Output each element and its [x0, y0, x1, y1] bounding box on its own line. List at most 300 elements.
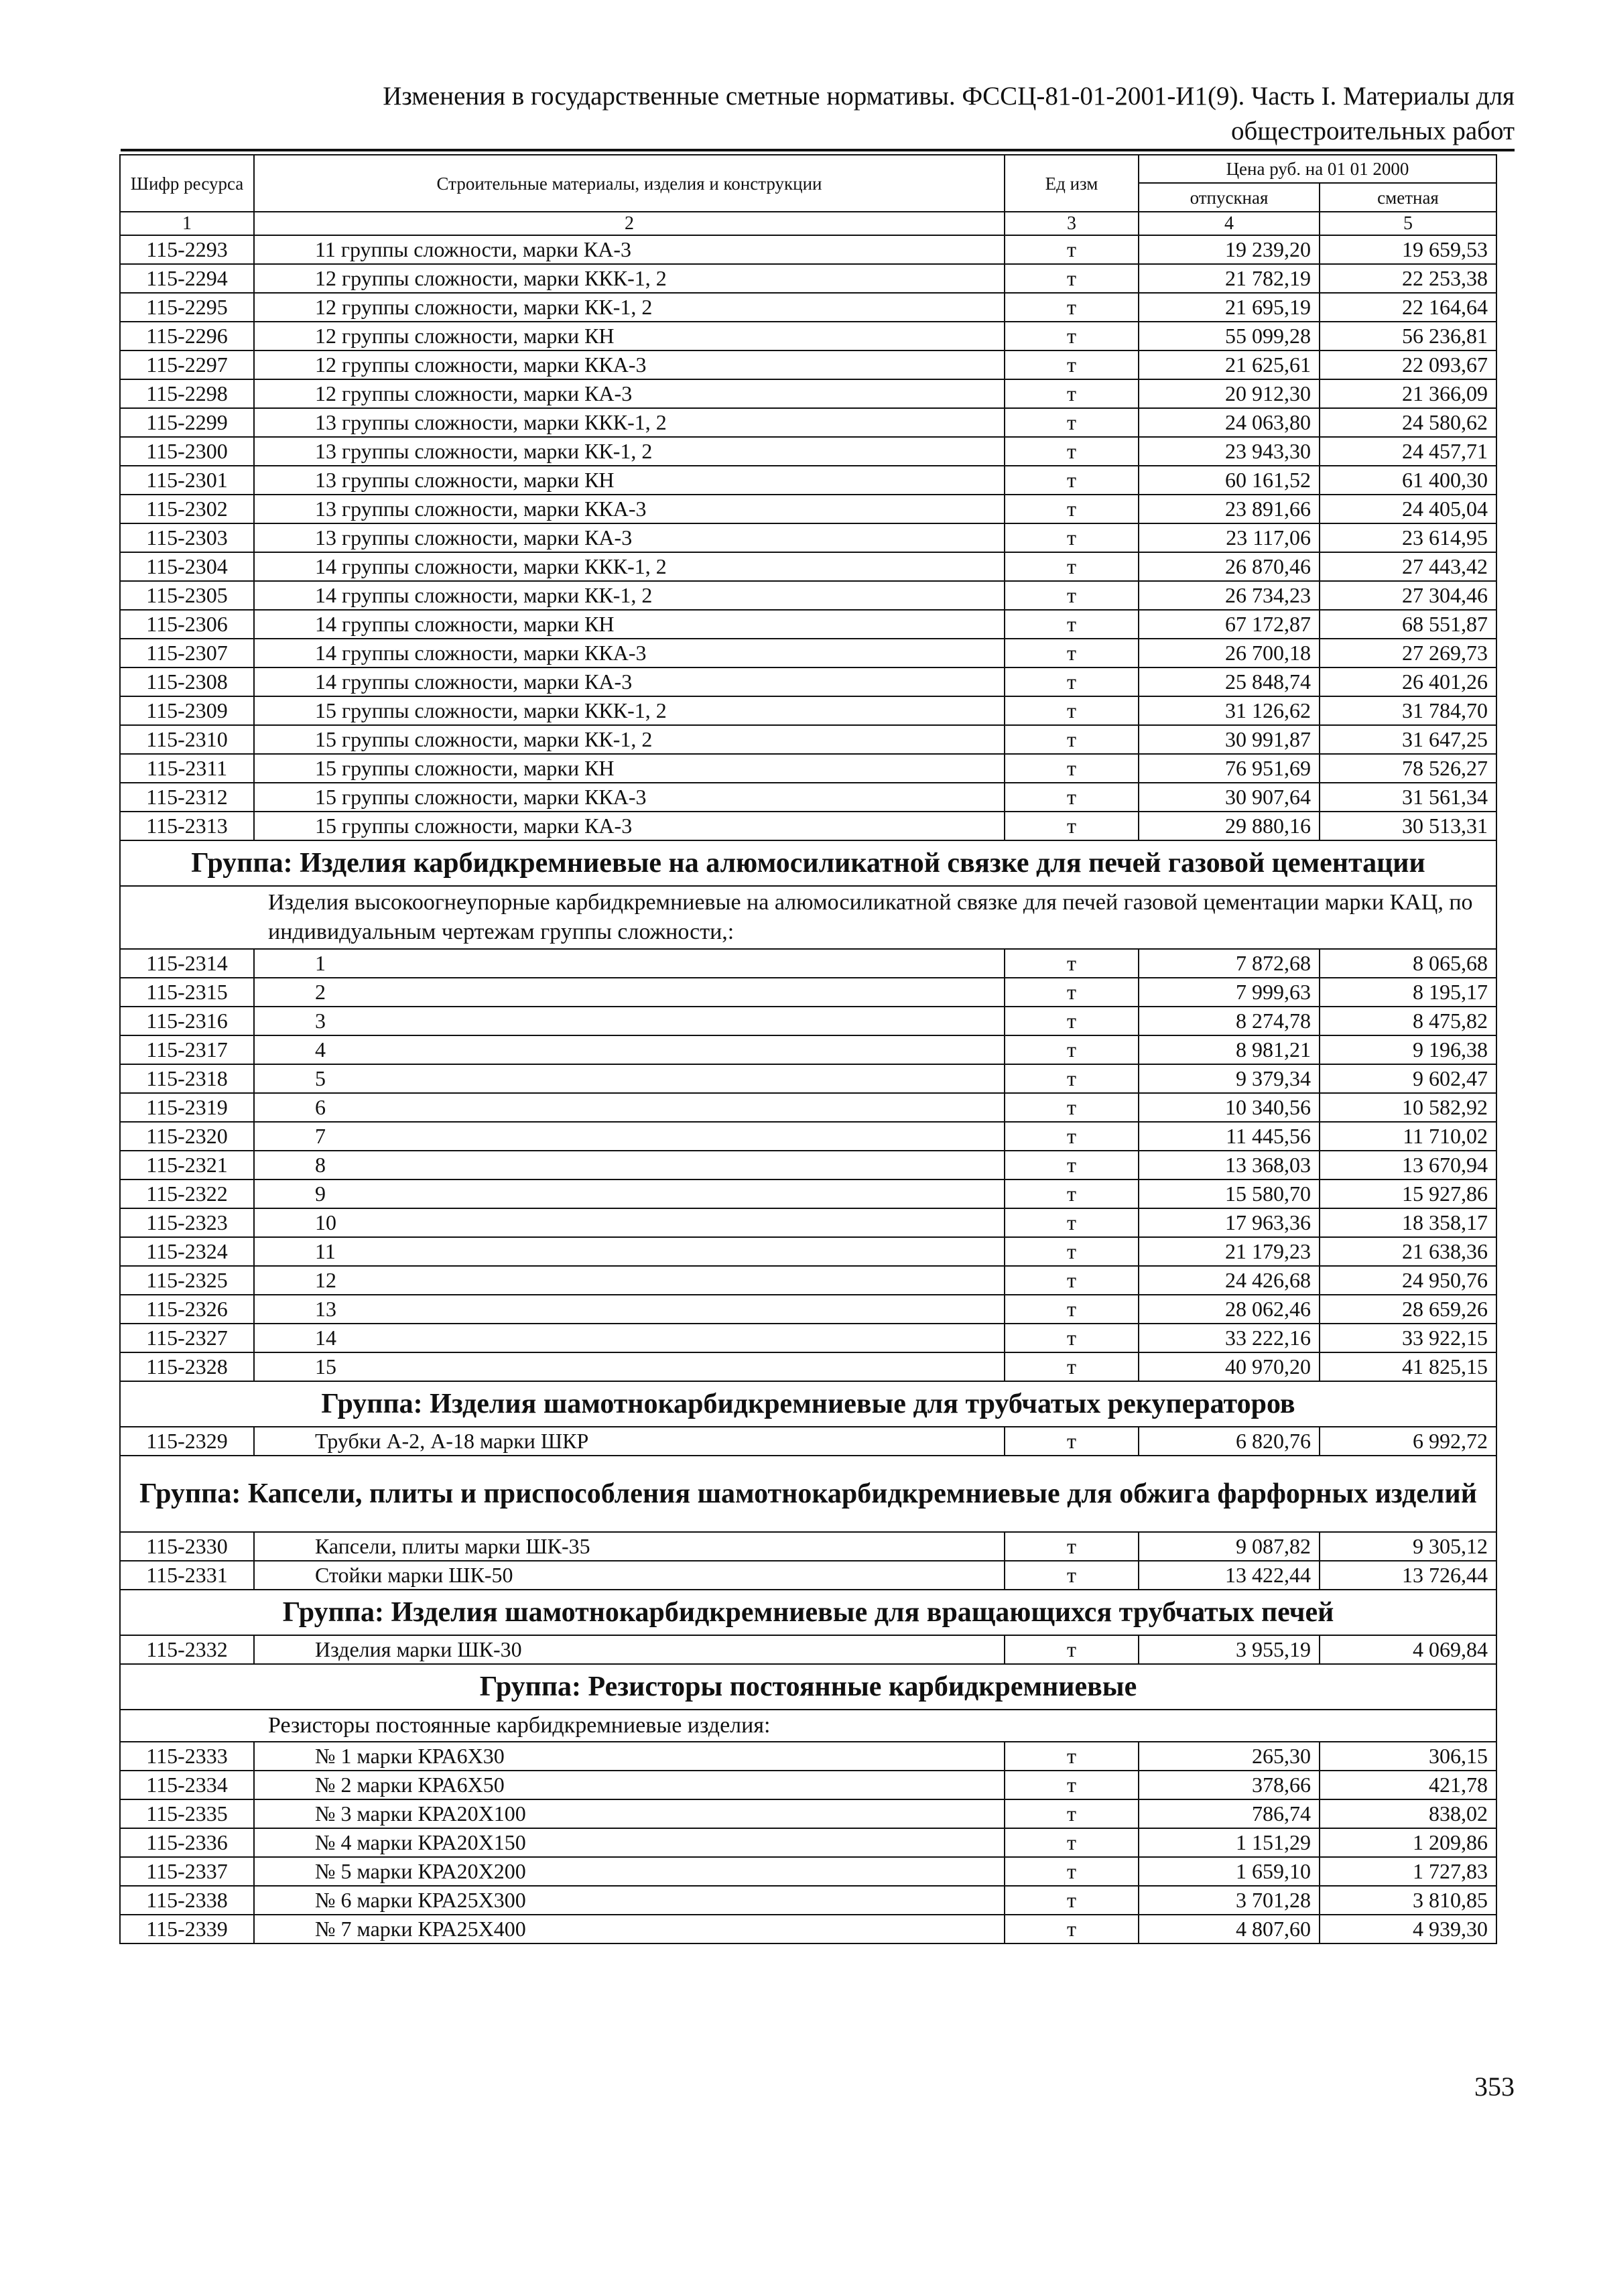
release-price: 13 368,03	[1139, 1151, 1320, 1179]
release-price: 17 963,36	[1139, 1208, 1320, 1237]
estimate-price: 421,78	[1320, 1771, 1496, 1799]
table-body	[120, 235, 1496, 1943]
unit: т	[1005, 667, 1139, 696]
release-price: 40 970,20	[1139, 1352, 1320, 1381]
release-price: 33 222,16	[1139, 1324, 1320, 1352]
table-row	[120, 610, 1496, 639]
table-row	[120, 1352, 1496, 1381]
release-price: 31 126,62	[1139, 696, 1320, 725]
release-price: 3 955,19	[1139, 1635, 1320, 1664]
item-name: 15 группы сложности, марки КА-3	[254, 812, 1005, 840]
resource-code: 115-2325	[120, 1266, 254, 1295]
group-description: Резисторы постоянные карбидкремниевые изделия:	[120, 1710, 1496, 1742]
unit: т	[1005, 379, 1139, 408]
estimate-price: 24 580,62	[1320, 408, 1496, 437]
estimate-price: 31 647,25	[1320, 725, 1496, 754]
table-row	[120, 1237, 1496, 1266]
group-heading-row	[120, 1590, 1496, 1635]
release-price: 8 981,21	[1139, 1035, 1320, 1064]
item-name: 13 группы сложности, марки ККК-1, 2	[254, 408, 1005, 437]
table-row	[120, 1427, 1496, 1456]
col-header-name: Строительные материалы, изделия и конструкции	[254, 155, 1005, 212]
resource-code: 115-2326	[120, 1295, 254, 1324]
estimate-price: 61 400,30	[1320, 466, 1496, 495]
estimate-price: 24 405,04	[1320, 495, 1496, 523]
release-price: 11 445,56	[1139, 1122, 1320, 1151]
table-row	[120, 1064, 1496, 1093]
unit: т	[1005, 1561, 1139, 1590]
unit: т	[1005, 264, 1139, 293]
table-row	[120, 1742, 1496, 1771]
table-row	[120, 1266, 1496, 1295]
release-price: 9 379,34	[1139, 1064, 1320, 1093]
table-row	[120, 1035, 1496, 1064]
unit: т	[1005, 235, 1139, 264]
unit: т	[1005, 1857, 1139, 1886]
unit: т	[1005, 1828, 1139, 1857]
unit: т	[1005, 437, 1139, 466]
unit: т	[1005, 610, 1139, 639]
item-name: 13 группы сложности, марки КК-1, 2	[254, 437, 1005, 466]
unit: т	[1005, 1352, 1139, 1381]
item-name: 1	[254, 949, 1005, 978]
resource-code: 115-2334	[120, 1771, 254, 1799]
release-price: 20 912,30	[1139, 379, 1320, 408]
estimate-price: 28 659,26	[1320, 1295, 1496, 1324]
estimate-price: 30 513,31	[1320, 812, 1496, 840]
release-price: 26 734,23	[1139, 581, 1320, 610]
item-name: 5	[254, 1064, 1005, 1093]
item-name: 14	[254, 1324, 1005, 1352]
table-row	[120, 264, 1496, 293]
resource-code: 115-2324	[120, 1237, 254, 1266]
table-row	[120, 1561, 1496, 1590]
estimate-price: 306,15	[1320, 1742, 1496, 1771]
release-price: 378,66	[1139, 1771, 1320, 1799]
item-name: 12 группы сложности, марки КК-1, 2	[254, 293, 1005, 322]
table-row	[120, 350, 1496, 379]
resource-code: 115-2296	[120, 322, 254, 350]
release-price: 8 274,78	[1139, 1007, 1320, 1035]
unit: т	[1005, 322, 1139, 350]
column-number: 4	[1139, 212, 1320, 235]
unit: т	[1005, 1742, 1139, 1771]
table-row	[120, 1886, 1496, 1915]
table-row	[120, 523, 1496, 552]
estimate-price: 8 195,17	[1320, 978, 1496, 1007]
table-row	[120, 437, 1496, 466]
page-header	[121, 79, 1515, 149]
release-price: 23 891,66	[1139, 495, 1320, 523]
unit: т	[1005, 639, 1139, 667]
resource-code: 115-2304	[120, 552, 254, 581]
estimate-price: 27 269,73	[1320, 639, 1496, 667]
resource-code: 115-2302	[120, 495, 254, 523]
resource-code: 115-2295	[120, 293, 254, 322]
item-name: 14 группы сложности, марки КА-3	[254, 667, 1005, 696]
unit: т	[1005, 1007, 1139, 1035]
resource-code: 115-2327	[120, 1324, 254, 1352]
item-name: 9	[254, 1179, 1005, 1208]
unit: т	[1005, 1208, 1139, 1237]
resource-code: 115-2293	[120, 235, 254, 264]
item-name: 15 группы сложности, марки ККА-3	[254, 783, 1005, 812]
group-heading: Группа: Изделия карбидкремниевые на алюмосиликатной связке для печей газовой цементации	[120, 840, 1496, 886]
estimate-price: 22 164,64	[1320, 293, 1496, 322]
table-row	[120, 1915, 1496, 1943]
unit: т	[1005, 1093, 1139, 1122]
table-row	[120, 1324, 1496, 1352]
resource-code: 115-2305	[120, 581, 254, 610]
table-row	[120, 1532, 1496, 1561]
estimate-price: 6 992,72	[1320, 1427, 1496, 1456]
unit: т	[1005, 949, 1139, 978]
release-price: 9 087,82	[1139, 1532, 1320, 1561]
item-name: № 4 марки КРА20Х150	[254, 1828, 1005, 1857]
release-price: 4 807,60	[1139, 1915, 1320, 1943]
unit: т	[1005, 1035, 1139, 1064]
table-row	[120, 235, 1496, 264]
resource-code: 115-2303	[120, 523, 254, 552]
resource-code: 115-2338	[120, 1886, 254, 1915]
table-row	[120, 1799, 1496, 1828]
estimate-price: 31 561,34	[1320, 783, 1496, 812]
item-name: 11 группы сложности, марки КА-3	[254, 235, 1005, 264]
table-row	[120, 466, 1496, 495]
estimate-price: 33 922,15	[1320, 1324, 1496, 1352]
estimate-price: 8 065,68	[1320, 949, 1496, 978]
item-name: 10	[254, 1208, 1005, 1237]
resource-code: 115-2294	[120, 264, 254, 293]
column-number: 1	[120, 212, 254, 235]
resource-code: 115-2333	[120, 1742, 254, 1771]
item-name: 14 группы сложности, марки ККА-3	[254, 639, 1005, 667]
estimate-price: 13 670,94	[1320, 1151, 1496, 1179]
release-price: 19 239,20	[1139, 235, 1320, 264]
unit: т	[1005, 581, 1139, 610]
item-name: 15 группы сложности, марки КН	[254, 754, 1005, 783]
group-heading: Группа: Резисторы постоянные карбидкремниевые	[120, 1664, 1496, 1710]
item-name: 13 группы сложности, марки КА-3	[254, 523, 1005, 552]
unit: т	[1005, 552, 1139, 581]
unit: т	[1005, 1886, 1139, 1915]
release-price: 30 907,64	[1139, 783, 1320, 812]
table-row	[120, 1635, 1496, 1664]
resource-code: 115-2329	[120, 1427, 254, 1456]
item-name: № 3 марки КРА20Х100	[254, 1799, 1005, 1828]
table-row	[120, 725, 1496, 754]
resource-code: 115-2301	[120, 466, 254, 495]
unit: т	[1005, 1324, 1139, 1352]
col-header-code: Шифр ресурса	[120, 155, 254, 212]
item-name: 2	[254, 978, 1005, 1007]
resource-code: 115-2337	[120, 1857, 254, 1886]
item-name: № 6 марки КРА25Х300	[254, 1886, 1005, 1915]
table-row	[120, 1771, 1496, 1799]
item-name: 13	[254, 1295, 1005, 1324]
col-header-price: Цена руб. на 01 01 2000	[1139, 155, 1496, 183]
resource-code: 115-2318	[120, 1064, 254, 1093]
release-price: 265,30	[1139, 1742, 1320, 1771]
item-name: 14 группы сложности, марки ККК-1, 2	[254, 552, 1005, 581]
group-heading-row	[120, 840, 1496, 886]
resource-code: 115-2314	[120, 949, 254, 978]
unit: т	[1005, 1915, 1139, 1943]
item-name: Изделия марки ШК-30	[254, 1635, 1005, 1664]
estimate-price: 9 305,12	[1320, 1532, 1496, 1561]
item-name: 12	[254, 1266, 1005, 1295]
col-header-unit: Ед изм	[1005, 155, 1139, 212]
item-name: 8	[254, 1151, 1005, 1179]
estimate-price: 11 710,02	[1320, 1122, 1496, 1151]
release-price: 60 161,52	[1139, 466, 1320, 495]
release-price: 23 943,30	[1139, 437, 1320, 466]
item-name: Трубки А-2, А-18 марки ШКР	[254, 1427, 1005, 1456]
item-name: 3	[254, 1007, 1005, 1035]
table-row	[120, 812, 1496, 840]
estimate-price: 27 443,42	[1320, 552, 1496, 581]
resource-code: 115-2335	[120, 1799, 254, 1828]
resource-code: 115-2332	[120, 1635, 254, 1664]
table-row	[120, 1857, 1496, 1886]
estimate-price: 78 526,27	[1320, 754, 1496, 783]
resource-code: 115-2312	[120, 783, 254, 812]
release-price: 10 340,56	[1139, 1093, 1320, 1122]
estimate-price: 4 069,84	[1320, 1635, 1496, 1664]
price-table	[119, 154, 1497, 1944]
header-rule	[121, 149, 1515, 151]
unit: т	[1005, 1799, 1139, 1828]
col-header-estimate: сметная	[1320, 183, 1496, 212]
unit: т	[1005, 466, 1139, 495]
table-row	[120, 696, 1496, 725]
release-price: 786,74	[1139, 1799, 1320, 1828]
resource-code: 115-2298	[120, 379, 254, 408]
resource-code: 115-2319	[120, 1093, 254, 1122]
item-name: № 2 марки КРА6Х50	[254, 1771, 1005, 1799]
unit: т	[1005, 1237, 1139, 1266]
group-description: Изделия высокоогнеупорные карбидкремниевые на алюмосиликатной связке для печей газовой цементации марки КАЦ, по индивидуальным чертежам группы сложности,:	[120, 886, 1496, 949]
estimate-price: 24 950,76	[1320, 1266, 1496, 1295]
resource-code: 115-2330	[120, 1532, 254, 1561]
item-name: 15 группы сложности, марки КК-1, 2	[254, 725, 1005, 754]
release-price: 13 422,44	[1139, 1561, 1320, 1590]
estimate-price: 27 304,46	[1320, 581, 1496, 610]
item-name: 12 группы сложности, марки ККА-3	[254, 350, 1005, 379]
item-name: № 1 марки КРА6Х30	[254, 1742, 1005, 1771]
item-name: № 7 марки КРА25Х400	[254, 1915, 1005, 1943]
group-heading: Группа: Изделия шамотнокарбидкремниевые для вращающихся трубчатых печей	[120, 1590, 1496, 1635]
unit: т	[1005, 1771, 1139, 1799]
group-heading-row	[120, 1664, 1496, 1710]
header-line-2: общестроительных работ	[1231, 117, 1515, 145]
table-row	[120, 379, 1496, 408]
resource-code: 115-2317	[120, 1035, 254, 1064]
release-price: 15 580,70	[1139, 1179, 1320, 1208]
release-price: 24 426,68	[1139, 1266, 1320, 1295]
group-heading-row	[120, 1381, 1496, 1427]
estimate-price: 68 551,87	[1320, 610, 1496, 639]
table-row	[120, 1151, 1496, 1179]
unit: т	[1005, 1635, 1139, 1664]
resource-code: 115-2323	[120, 1208, 254, 1237]
estimate-price: 22 253,38	[1320, 264, 1496, 293]
estimate-price: 9 602,47	[1320, 1064, 1496, 1093]
resource-code: 115-2299	[120, 408, 254, 437]
unit: т	[1005, 1179, 1139, 1208]
resource-code: 115-2328	[120, 1352, 254, 1381]
resource-code: 115-2306	[120, 610, 254, 639]
item-name: 12 группы сложности, марки КН	[254, 322, 1005, 350]
release-price: 7 872,68	[1139, 949, 1320, 978]
table-row	[120, 293, 1496, 322]
estimate-price: 15 927,86	[1320, 1179, 1496, 1208]
release-price: 67 172,87	[1139, 610, 1320, 639]
release-price: 55 099,28	[1139, 322, 1320, 350]
resource-code: 115-2309	[120, 696, 254, 725]
estimate-price: 13 726,44	[1320, 1561, 1496, 1590]
release-price: 21 695,19	[1139, 293, 1320, 322]
unit: т	[1005, 1295, 1139, 1324]
estimate-price: 18 358,17	[1320, 1208, 1496, 1237]
unit: т	[1005, 1064, 1139, 1093]
item-name: 12 группы сложности, марки КА-3	[254, 379, 1005, 408]
table-row	[120, 1093, 1496, 1122]
table-row	[120, 552, 1496, 581]
estimate-price: 10 582,92	[1320, 1093, 1496, 1122]
estimate-price: 4 939,30	[1320, 1915, 1496, 1943]
page-number: 353	[1474, 2071, 1515, 2102]
unit: т	[1005, 812, 1139, 840]
table-row	[120, 1179, 1496, 1208]
unit: т	[1005, 978, 1139, 1007]
table-row	[120, 667, 1496, 696]
column-number: 3	[1005, 212, 1139, 235]
release-price: 23 117,06	[1139, 523, 1320, 552]
table-row	[120, 949, 1496, 978]
release-price: 21 179,23	[1139, 1237, 1320, 1266]
estimate-price: 21 638,36	[1320, 1237, 1496, 1266]
resource-code: 115-2297	[120, 350, 254, 379]
item-name: Капсели, плиты марки ШК-35	[254, 1532, 1005, 1561]
resource-code: 115-2320	[120, 1122, 254, 1151]
resource-code: 115-2311	[120, 754, 254, 783]
resource-code: 115-2307	[120, 639, 254, 667]
unit: т	[1005, 523, 1139, 552]
item-name: 13 группы сложности, марки КН	[254, 466, 1005, 495]
unit: т	[1005, 696, 1139, 725]
estimate-price: 56 236,81	[1320, 322, 1496, 350]
item-name: 12 группы сложности, марки ККК-1, 2	[254, 264, 1005, 293]
table-row	[120, 639, 1496, 667]
table-row	[120, 495, 1496, 523]
release-price: 26 870,46	[1139, 552, 1320, 581]
release-price: 1 151,29	[1139, 1828, 1320, 1857]
release-price: 7 999,63	[1139, 978, 1320, 1007]
unit: т	[1005, 1266, 1139, 1295]
table-row	[120, 322, 1496, 350]
estimate-price: 41 825,15	[1320, 1352, 1496, 1381]
estimate-price: 19 659,53	[1320, 235, 1496, 264]
release-price: 3 701,28	[1139, 1886, 1320, 1915]
estimate-price: 21 366,09	[1320, 379, 1496, 408]
release-price: 21 782,19	[1139, 264, 1320, 293]
resource-code: 115-2313	[120, 812, 254, 840]
table-row	[120, 1828, 1496, 1857]
resource-code: 115-2310	[120, 725, 254, 754]
estimate-price: 24 457,71	[1320, 437, 1496, 466]
resource-code: 115-2300	[120, 437, 254, 466]
release-price: 21 625,61	[1139, 350, 1320, 379]
release-price: 29 880,16	[1139, 812, 1320, 840]
estimate-price: 26 401,26	[1320, 667, 1496, 696]
item-name: Стойки марки ШК-50	[254, 1561, 1005, 1590]
release-price: 1 659,10	[1139, 1857, 1320, 1886]
resource-code: 115-2336	[120, 1828, 254, 1857]
item-name: 15	[254, 1352, 1005, 1381]
resource-code: 115-2315	[120, 978, 254, 1007]
table-row	[120, 581, 1496, 610]
estimate-price: 31 784,70	[1320, 696, 1496, 725]
release-price: 6 820,76	[1139, 1427, 1320, 1456]
estimate-price: 1 727,83	[1320, 1857, 1496, 1886]
resource-code: 115-2331	[120, 1561, 254, 1590]
item-name: 14 группы сложности, марки КК-1, 2	[254, 581, 1005, 610]
table-row	[120, 1208, 1496, 1237]
unit: т	[1005, 1151, 1139, 1179]
unit: т	[1005, 350, 1139, 379]
unit: т	[1005, 754, 1139, 783]
resource-code: 115-2339	[120, 1915, 254, 1943]
col-header-release: отпускная	[1139, 183, 1320, 212]
estimate-price: 9 196,38	[1320, 1035, 1496, 1064]
release-price: 26 700,18	[1139, 639, 1320, 667]
item-name: 6	[254, 1093, 1005, 1122]
item-name: № 5 марки КРА20Х200	[254, 1857, 1005, 1886]
unit: т	[1005, 1532, 1139, 1561]
estimate-price: 3 810,85	[1320, 1886, 1496, 1915]
estimate-price: 8 475,82	[1320, 1007, 1496, 1035]
estimate-price: 838,02	[1320, 1799, 1496, 1828]
unit: т	[1005, 783, 1139, 812]
item-name: 15 группы сложности, марки ККК-1, 2	[254, 696, 1005, 725]
column-number: 5	[1320, 212, 1496, 235]
release-price: 25 848,74	[1139, 667, 1320, 696]
resource-code: 115-2308	[120, 667, 254, 696]
release-price: 28 062,46	[1139, 1295, 1320, 1324]
item-name: 7	[254, 1122, 1005, 1151]
unit: т	[1005, 725, 1139, 754]
item-name: 4	[254, 1035, 1005, 1064]
estimate-price: 1 209,86	[1320, 1828, 1496, 1857]
estimate-price: 22 093,67	[1320, 350, 1496, 379]
header-line-1: Изменения в государственные сметные нормативы. ФССЦ-81-01-2001-И1(9). Часть I. Материалы для	[383, 82, 1515, 111]
group-description-row	[120, 1710, 1496, 1742]
table-row	[120, 783, 1496, 812]
table-row	[120, 1295, 1496, 1324]
release-price: 30 991,87	[1139, 725, 1320, 754]
table-row	[120, 754, 1496, 783]
table-row	[120, 408, 1496, 437]
unit: т	[1005, 1427, 1139, 1456]
estimate-price: 23 614,95	[1320, 523, 1496, 552]
resource-code: 115-2322	[120, 1179, 254, 1208]
group-heading: Группа: Капсели, плиты и приспособления шамотнокарбидкремниевые для обжига фарфорных изделий	[120, 1456, 1496, 1532]
unit: т	[1005, 293, 1139, 322]
resource-code: 115-2321	[120, 1151, 254, 1179]
unit: т	[1005, 1122, 1139, 1151]
item-name: 14 группы сложности, марки КН	[254, 610, 1005, 639]
